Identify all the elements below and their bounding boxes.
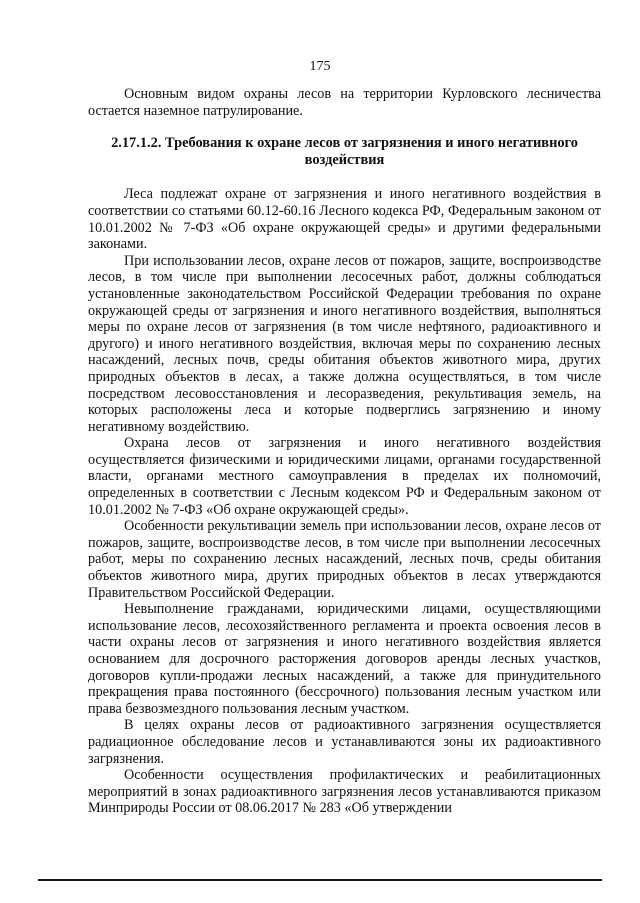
section-heading: 2.17.1.2. Требования к охране лесов от загрязнения и иного негативного воздействия [111, 135, 578, 168]
intro-paragraph: Основным видом охраны лесов на территории Курловского лесничества остается наземное патрулирование. [88, 86, 601, 119]
paragraph-5: Невыполнение гражданами, юридическими лицами, осуществляющими использование лесов, лесохозяйственного регламента и проекта освоения лесов в части охраны лесов от загрязнения и иного негативного воздействия является основанием для досрочного расторжения договоров аренды лесных участков, договоров купли-продажи лесных насаждений, а также для принудительного прекращения права постоянного (бессрочного) пользования лесным участком или права безвозмездного пользования лесным участком. [88, 601, 601, 717]
paragraph-7: Особенности осуществления профилактических и реабилитационных мероприятий в зонах радиоактивного загрязнения лесов устанавливаются приказом Минприроды России от 08.06.2017 № 283 «Об утверждении [88, 767, 601, 817]
paragraph-2: При использовании лесов, охране лесов от пожаров, защите, воспроизводстве лесов, в том числе при выполнении лесосечных работ, должны соблюдаться установленные законодательством Российской Федерации требования по охране окружающей среды от загрязнения и иного негативного воздействия, выполняться меры по охране лесов от загрязнения (в том числе нефтяного, радиоактивного и другого) и иного негативного воздействия, включая меры по сохранению лесных насаждений, лесных почв, среды обитания объектов животного мира, других природных объектов в лесах, а также должна осуществляться, в том числе посредством лесовосстановления и лесоразведения, рекультивация земель, на которых расположены леса и которые подверглись загрязнению и иному негативному воздействию. [88, 252, 601, 435]
paragraph-3: Охрана лесов от загрязнения и иного негативного воздействия осуществляется физическими и юридическими лицами, органами государственной власти, органами местного самоуправления в пределах их полномочий, определенных в соответствии с Лесным кодексом РФ и Федеральным законом от 10.01.2002 № 7-ФЗ «Об охране окружающей среды». [88, 435, 601, 518]
bottom-divider [38, 879, 602, 881]
page-number: 175 [309, 59, 331, 74]
paragraph-4: Особенности рекультивации земель при использовании лесов, охране лесов от пожаров, защите, воспроизводстве лесов, в том числе при выполнении лесосечных работ, меры по сохранению лесных насаждений, лесных почв, среды обитания объектов животного мира, других природных объектов в лесах утверждаются Правительством Российской Федерации. [88, 518, 601, 601]
page-content [88, 86, 601, 817]
paragraph-1: Леса подлежат охране от загрязнения и иного негативного воздействия в соответствии со статьями 60.12-60.16 Лесного кодекса РФ, Федеральным законом от 10.01.2002 № 7-ФЗ «Об охране окружающей среды» и другими федеральными законами. [88, 186, 601, 253]
paragraph-6: В целях охраны лесов от радиоактивного загрязнения осуществляется радиационное обследование лесов и устанавливаются зоны их радиоактивного загрязнения. [88, 717, 601, 767]
